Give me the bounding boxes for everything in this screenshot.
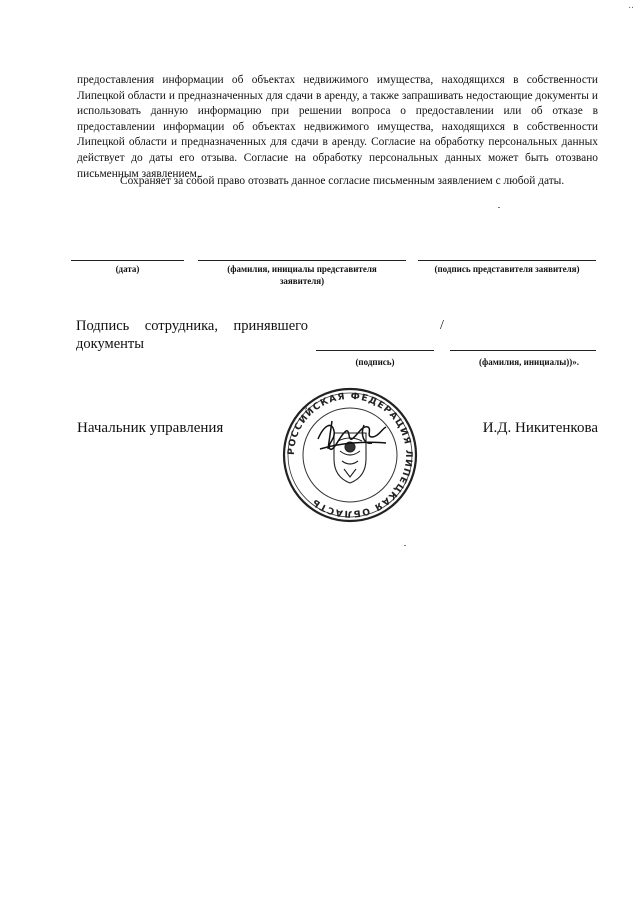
head-name: И.Д. Никитенкова bbox=[482, 420, 598, 436]
applicant-name-caption: (фамилия, инициалы представителя заявителя) bbox=[227, 264, 377, 286]
applicant-signature-line bbox=[418, 260, 596, 261]
consent-paragraph: предоставления информации об объектах недвижимого имущества, находящихся в собственности Липецкой области и предназначенных для сдачи в аренду, а также запрашивать недостающие документы и использовать данную информацию при решении вопроса о предоставлении или об отказе в предоставлении информации об объектах недвижимого имущества, находящихся в собственности Липецкой области и предназначенных для сдачи в аренду. Согласие на обработку персональных данных действует до даты его отзыва. Согласие на обработку персональных данных может быть отозвано письменным заявлением. bbox=[77, 74, 598, 180]
employee-signature-label-cont: документы bbox=[76, 336, 144, 352]
head-title: Начальник управления bbox=[77, 420, 224, 436]
applicant-name-line bbox=[198, 260, 406, 261]
employee-name-caption: (фамилия, инициалы))». bbox=[479, 357, 579, 367]
official-seal bbox=[280, 385, 420, 525]
withdrawal-paragraph: Сохраняет за собой право отозвать данное согласие письменным заявлением с любой даты. bbox=[120, 175, 565, 187]
corner-mark: .. bbox=[628, 1, 634, 11]
employee-signature-caption: (подпись) bbox=[355, 357, 395, 367]
scan-speck bbox=[498, 207, 500, 208]
applicant-signature-caption: (подпись представителя заявителя) bbox=[434, 264, 580, 274]
employee-name-line bbox=[450, 350, 596, 351]
date-line bbox=[71, 260, 184, 261]
seal-outer-text: РОССИЙСКАЯ ФЕДЕРАЦИЯ ЛИПЕЦКАЯ ОБЛАСТЬ bbox=[285, 390, 415, 520]
separator-slash: / bbox=[440, 318, 444, 333]
date-caption: (дата) bbox=[115, 264, 140, 274]
scan-speck bbox=[404, 545, 406, 546]
employee-signature-label: Подпись сотрудника, принявшего bbox=[76, 318, 308, 334]
employee-signature-line bbox=[316, 350, 434, 351]
